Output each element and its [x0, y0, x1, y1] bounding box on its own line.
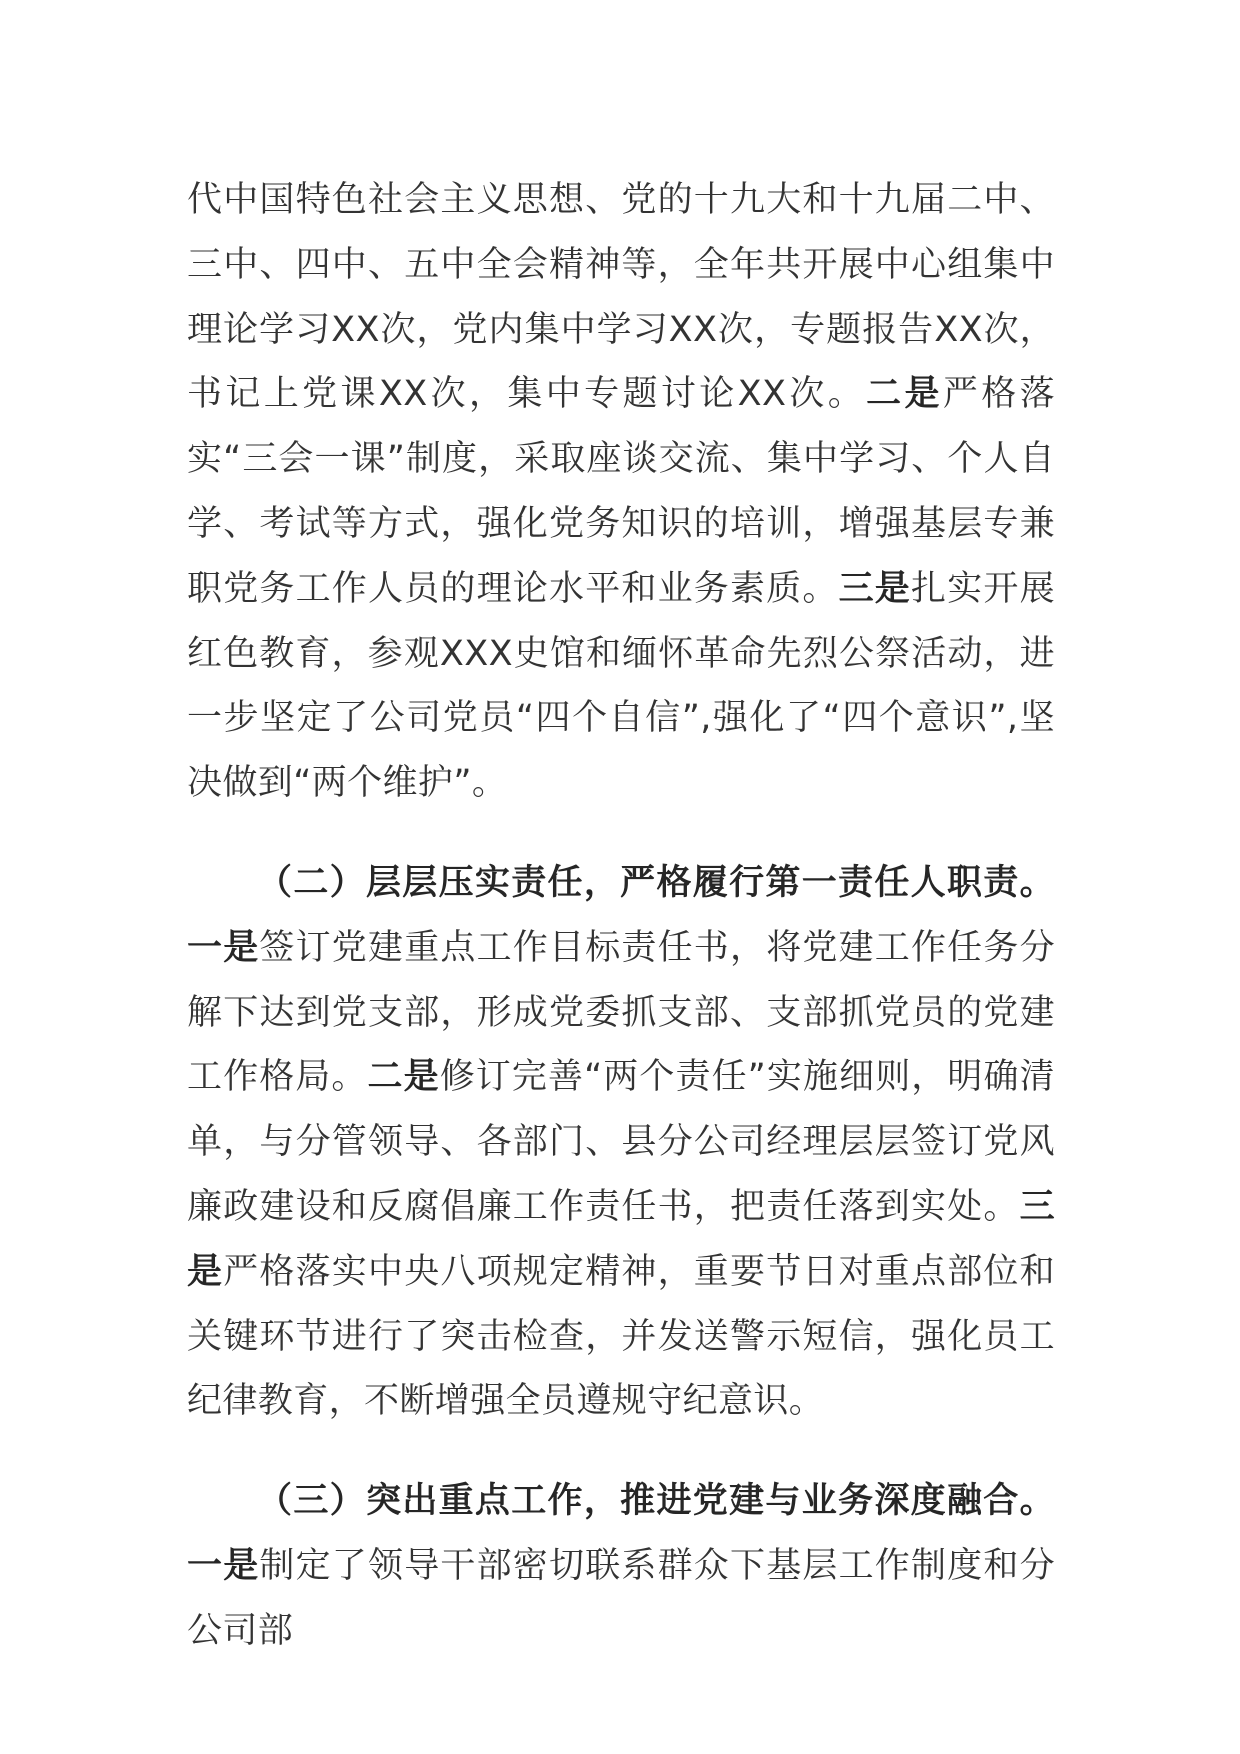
paragraph-1-text-3: 扎实开展红色教育，参观XXX史馆和缅怀革命先烈公祭活动，进一步坚定了公司党员“四个自信”,强化了“四个意识”,坚决做到“两个维护”。 [187, 568, 1055, 804]
paragraph-1-text-1: 代中国特色社会主义思想、党的十九大和十九届二中、三中、四中、五中全会精神等，全年共开展中心组集中理论学习XX次，党内集中学习XX次，专题报告XX次，书记上党课XX次，集中专题讨论XX次。 [187, 180, 1055, 415]
section-heading-3: （三）突出重点工作，推进党建与业务深度融合。一是 [187, 1481, 1055, 1586]
paragraph-1-text-2: 严格落实“三会一课”制度，采取座谈交流、集中学习、个人自学、考试等方式，强化党务知识的培训，增强基层专兼职党务工作人员的理论水平和业务素质。 [187, 374, 1055, 609]
paragraph-1-keyword-3: 三是 [838, 568, 911, 609]
paragraph-3 [187, 1469, 1055, 1663]
paragraph-2-text-3: 严格落实中央八项规定精神，重要节日对重点部位和关键环节进行了突击检查，并发送警示短信，强化员工纪律教育，不断增强全员遵规守纪意识。 [187, 1251, 1055, 1422]
paragraph-2-keyword-2: 二是 [367, 1057, 440, 1098]
paragraph-1-keyword-2: 二是 [866, 374, 943, 415]
document-body [187, 168, 1055, 1664]
section-heading-2: （二）层层压实责任，严格履行第一责任人职责。一是 [187, 862, 1055, 968]
paragraph-2-text-2: 修订完善“两个责任”实施细则，明确清单，与分管领导、各部门、县分公司经理层层签订党风廉政建设和反腐倡廉工作责任书，把责任落到实处。 [187, 1057, 1055, 1227]
paragraph-1 [187, 168, 1055, 816]
paragraph-2-keyword-3: 三是 [187, 1186, 1055, 1292]
paragraph-2 [187, 851, 1055, 1434]
paragraph-2-text-1: 签订党建重点工作目标责任书，将党建工作任务分解下达到党支部，形成党委抓支部、支部抓党员的党建工作格局。 [187, 927, 1055, 1098]
paragraph-3-text-1: 制定了领导干部密切联系群众下基层工作制度和分公司部 [187, 1545, 1055, 1651]
